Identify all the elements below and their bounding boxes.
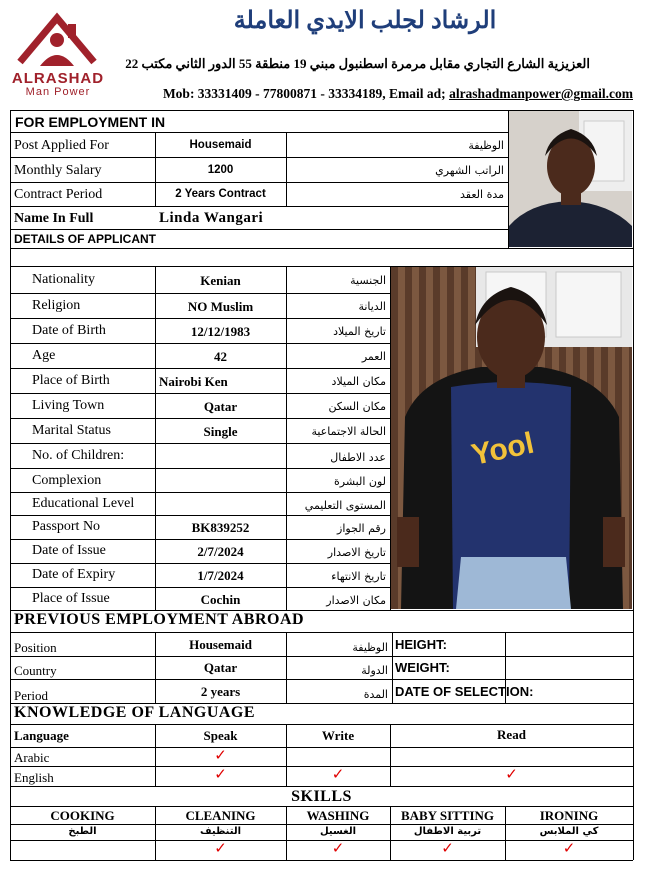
employment-heading: FOR EMPLOYMENT IN (15, 114, 166, 130)
age-label: Age (32, 348, 56, 363)
issue-place-label-ar: مكان الاصدار (326, 594, 386, 607)
english-write-check: ✓ (331, 767, 345, 783)
religion-label-ar: الديانة (358, 300, 386, 313)
living-town-label-ar: مكان السكن (328, 400, 386, 413)
skills-heading: SKILLS (291, 788, 352, 805)
full-name-label: Name In Full (14, 211, 94, 226)
height-label: HEIGHT: (395, 637, 447, 652)
expiry-date-value: 1/7/2024 (197, 568, 244, 583)
expiry-date-label: Date of Expiry (32, 567, 116, 582)
religion-label: Religion (32, 298, 81, 313)
prev-position-value: Housemaid (189, 637, 252, 652)
company-title-arabic: الرشاد لجلب الايدي العاملة (233, 8, 497, 34)
skill-cleaning-check: ✓ (214, 841, 227, 857)
applicant-heading: DETAILS OF APPLICANT (14, 232, 156, 246)
monthly-salary-value: 1200 (207, 164, 234, 176)
age-label-ar: العمر (361, 350, 386, 363)
monthly-salary-label-ar: الراتب الشهري (435, 164, 504, 177)
children-label-ar: عدد الاطفال (330, 451, 386, 464)
education-label-ar: المستوى التعليمي (304, 499, 386, 512)
svg-text:Yool: Yool (468, 426, 537, 472)
read-col-header: Read (497, 727, 526, 742)
dob-label: Date of Birth (32, 323, 106, 338)
skill-cleaning-label: CLEANING (185, 808, 256, 823)
english-read-check: ✓ (505, 767, 518, 783)
passport-value: BK839252 (191, 520, 250, 535)
contract-period-label-ar: مدة العقد (460, 188, 504, 201)
skill-ironing-label: IRONING (539, 808, 599, 823)
skill-babysitting-label-ar: تربية الاطفال (413, 826, 482, 837)
issue-date-label-ar: تاريخ الاصدار (327, 546, 386, 559)
education-label: Educational Level (32, 496, 135, 511)
prev-period-label: Period (14, 688, 48, 703)
prev-position-label-ar: الوظيفة (352, 641, 388, 654)
contact-phones: Mob: 33331409 - 77800871 - 33334189, Email ad; (162, 86, 450, 101)
prev-position-label: Position (14, 640, 57, 655)
religion-value: NO Muslim (187, 299, 254, 314)
monthly-salary-label: Monthly Salary (14, 163, 102, 178)
applicant-photo-small (509, 111, 632, 247)
complexion-label-ar: لون البشرة (334, 475, 386, 488)
post-applied-label-ar: الوظيفة (468, 139, 504, 152)
skill-cooking-label-ar: الطبخ (68, 826, 97, 837)
age-value: 42 (214, 349, 227, 364)
prev-country-label: Country (14, 663, 57, 678)
logo-subtitle: Man Power (25, 86, 91, 98)
language-heading: KNOWLEDGE OF LANGUAGE (14, 704, 256, 721)
weight-label: WEIGHT: (395, 660, 450, 675)
lang-english-label: English (14, 770, 54, 785)
issue-date-label: Date of Issue (32, 543, 106, 558)
prev-country-label-ar: الدولة (361, 664, 388, 677)
prev-period-value: 2 years (200, 684, 241, 699)
applicant-photo-large (391, 267, 632, 609)
contract-period-value: 2 Years Contract (175, 188, 266, 200)
place-of-birth-label-ar: مكان الميلاد (331, 375, 386, 388)
complexion-label: Complexion (32, 473, 102, 488)
place-of-birth-label: Place of Birth (32, 373, 110, 388)
expiry-date-label-ar: تاريخ الانتهاء (331, 570, 386, 583)
date-of-selection-label: DATE OF SELECTION: (395, 684, 534, 699)
nationality-label: Nationality (32, 272, 95, 287)
dob-value: 12/12/1983 (190, 324, 251, 339)
language-col-header: Language (14, 728, 69, 743)
marital-status-value: Single (203, 424, 238, 439)
write-col-header: Write (321, 728, 355, 743)
post-applied-label: Post Applied For (14, 138, 109, 153)
nationality-value: Kenian (200, 273, 241, 288)
nationality-label-ar: الجنسية (350, 274, 386, 287)
children-label: No. of Children: (32, 448, 125, 463)
skill-washing-label-ar: الغسيل (319, 826, 356, 837)
previous-employment-heading: PREVIOUS EMPLOYMENT ABROAD (14, 611, 305, 628)
place-of-birth-value: Nairobi Ken (159, 374, 228, 389)
passport-label: Passport No (32, 519, 101, 534)
issue-date-value: 2/7/2024 (197, 544, 244, 559)
passport-label-ar: رقم الجواز (337, 522, 386, 535)
prev-country-value: Qatar (203, 660, 238, 675)
prev-period-label-ar: المدة (363, 688, 388, 701)
issue-place-value: Cochin (200, 592, 241, 607)
post-applied-value: Housemaid (189, 139, 252, 151)
skill-ironing-check: ✓ (562, 841, 576, 857)
contact-line (118, 86, 633, 102)
lang-arabic-label: Arabic (14, 750, 50, 765)
company-address-arabic: العزيزية الشارع التجاري مقابل مرمرة اسطنبول مبني 19 منطقة 55 الدور الثاني مكتب 22 (125, 56, 590, 71)
full-name-value: Linda Wangari (159, 210, 264, 226)
marital-status-label: Marital Status (32, 423, 111, 438)
skill-babysitting-check: ✓ (441, 841, 454, 857)
skill-ironing-label-ar: كي الملابس (539, 826, 599, 837)
skill-babysitting-label: BABY SITTING (400, 808, 495, 823)
living-town-value: Qatar (203, 399, 238, 414)
logo-name: ALRASHAD (11, 70, 105, 87)
skill-washing-label: WASHING (306, 808, 370, 823)
english-speak-check: ✓ (214, 767, 227, 783)
skill-cleaning-label-ar: التنظيف (199, 826, 242, 837)
contact-email[interactable]: alrashadmanpower@gmail.com (449, 86, 633, 101)
skill-cooking-label: COOKING (50, 808, 115, 823)
living-town-label: Living Town (32, 398, 105, 413)
skill-washing-check: ✓ (331, 841, 345, 857)
contract-period-label: Contract Period (14, 187, 103, 202)
marital-status-label-ar: الحالة الاجتماعية (311, 425, 386, 438)
dob-label-ar: تاريخ الميلاد (333, 325, 386, 338)
issue-place-label: Place of Issue (32, 591, 110, 606)
speak-col-header: Speak (203, 728, 238, 743)
arabic-speak-check: ✓ (214, 748, 227, 764)
